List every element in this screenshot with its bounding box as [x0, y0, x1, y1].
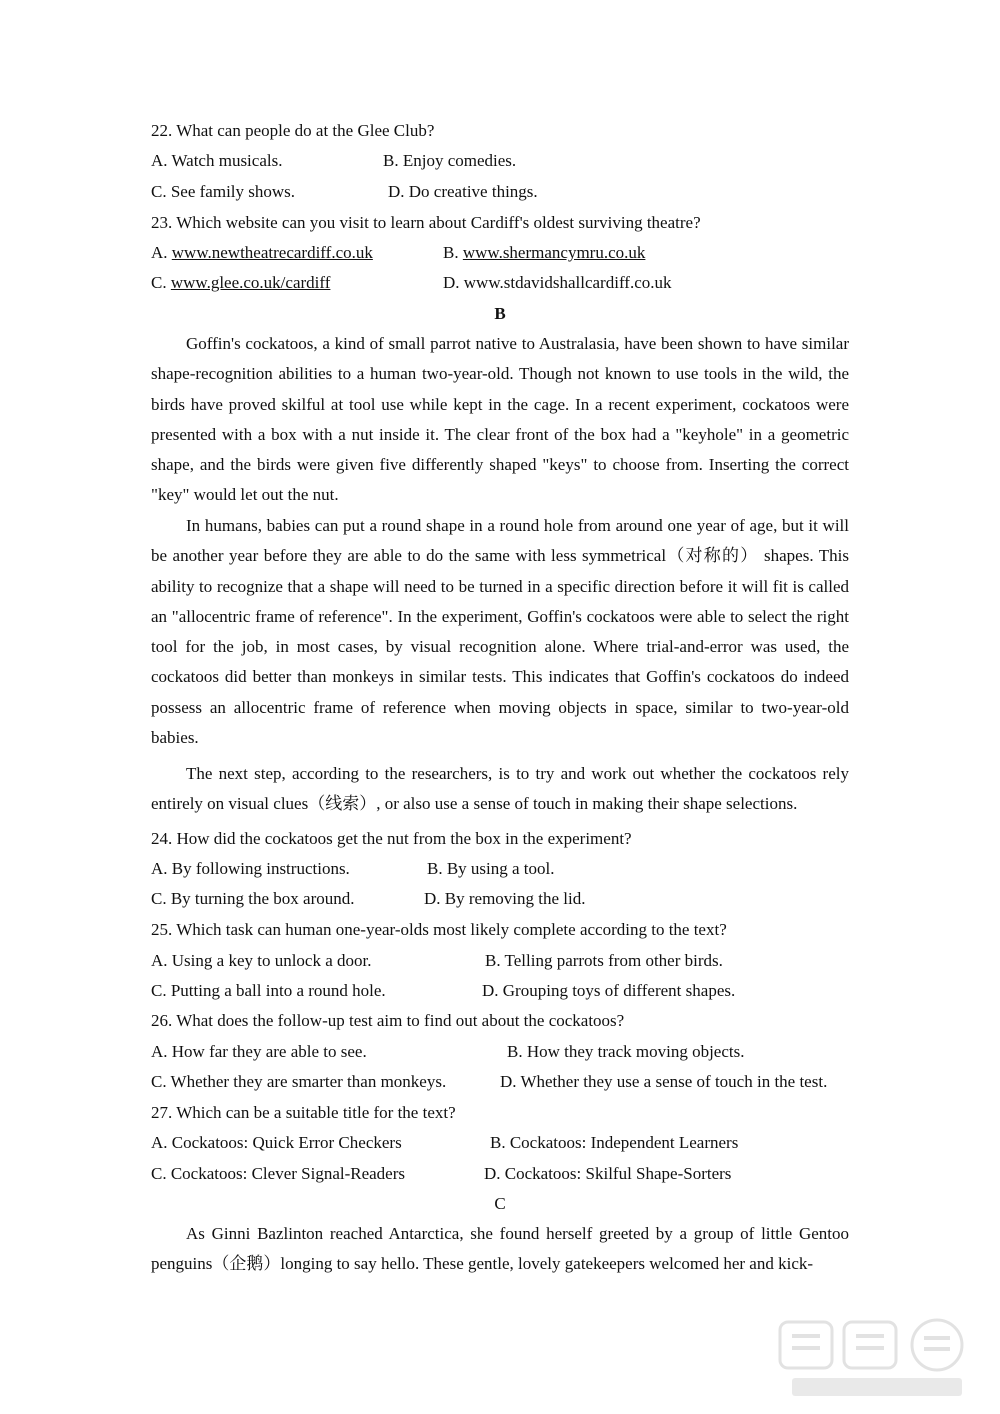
option-24b: B. By using a tool.: [427, 859, 555, 878]
option-27d: D. Cockatoos: Skilful Shape-Sorters: [484, 1164, 732, 1183]
option-25d: D. Grouping toys of different shapes.: [482, 981, 736, 1000]
option-25c: C. Putting a ball into a round hole.: [151, 981, 386, 1000]
option-23b-letter: B.: [443, 243, 463, 262]
option-24a: A. By following instructions.: [151, 859, 350, 878]
option-22c: C. See family shows.: [151, 182, 296, 201]
question-23: 23. Which website can you visit to learn about Cardiff's oldest surviving theatre?: [151, 213, 701, 232]
option-23c: [151, 272, 330, 294]
option-24c: C. By turning the box around.: [151, 889, 355, 908]
option-23a: [151, 242, 373, 264]
option-23a-link[interactable]: www.newtheatrecardiff.co.uk: [171, 243, 373, 262]
option-23d: D. www.stdavidshallcardiff.co.uk: [443, 273, 672, 292]
option-23b-link[interactable]: www.shermancymru.co.uk: [462, 243, 646, 262]
question-25: 25. Which task can human one-year-olds most likely complete according to the text?: [151, 920, 727, 939]
option-26b: B. How they track moving objects.: [507, 1042, 745, 1061]
option-27b: B. Cockatoos: Independent Learners: [490, 1133, 739, 1152]
option-26c: C. Whether they are smarter than monkeys.: [151, 1072, 447, 1091]
section-c-heading: C: [494, 1194, 506, 1213]
option-23c-letter: C.: [151, 273, 171, 292]
section-b-paragraph-1: Goffin's cockatoos, a kind of small parrot native to Australasia, have been shown to have similar shape-recognition abilities to a human two-year-old. Though not known to use tools in the wild, the birds have proved skilful at tool use while kept in the cage. In a recent experiment, cockatoos were presented with a box with a nut inside it. The clear front of the box had a "keyhole" in a geometric shape, and the birds were given five differently shaped "keys" to choose from. Inserting the correct "key" would let out the nut.: [151, 334, 849, 505]
option-25a: A. Using a key to unlock a door.: [151, 951, 372, 970]
section-b-paragraph-2: In humans, babies can put a round shape in a round hole from around one year of age, but it will be another year before they are able to do the same with less symmetrical（对称的） shapes. This ability to recognize that a shape will need to be turned in a specific direction before it will fit is called an "allocentric frame of reference". In the experiment, Goffin's cockatoos were able to select the right tool for the job, in most cases, by visual recognition alone. Where trial-and-error was used, the cockatoos did better than monkeys in similar tests. This indicates that Goffin's cockatoos do indeed possess an allocentric frame of reference when moving objects in space, similar to two-year-old babies.: [151, 516, 849, 748]
section-b-paragraph-3: The next step, according to the researchers, is to try and work out whether the cockatoos rely entirely on visual clues（线索）, or also use a sense of touch in making their shape selections.: [151, 764, 849, 814]
watermark-logo: [772, 1316, 982, 1406]
option-22a: A. Watch musicals.: [151, 151, 283, 170]
option-22b: B. Enjoy comedies.: [383, 151, 517, 170]
option-26d: D. Whether they use a sense of touch in the test.: [500, 1072, 828, 1091]
option-24d: D. By removing the lid.: [424, 889, 586, 908]
option-23c-link[interactable]: www.glee.co.uk/cardiff: [170, 273, 331, 292]
section-b-heading: B: [494, 304, 506, 323]
question-22: 22. What can people do at the Glee Club?: [151, 121, 435, 140]
option-23a-letter: A.: [151, 243, 172, 262]
option-27a: A. Cockatoos: Quick Error Checkers: [151, 1133, 402, 1152]
option-26a: A. How far they are able to see.: [151, 1042, 367, 1061]
question-24: 24. How did the cockatoos get the nut from the box in the experiment?: [151, 829, 632, 848]
section-c-paragraph-1: As Ginni Bazlinton reached Antarctica, she found herself greeted by a group of little Gentoo penguins（企鹅）longing to say hello. These gentle, lovely gatekeepers welcomed her and kick-: [151, 1224, 849, 1274]
option-23b: [443, 242, 645, 264]
option-25b: B. Telling parrots from other birds.: [485, 951, 723, 970]
option-27c: C. Cockatoos: Clever Signal-Readers: [151, 1164, 406, 1183]
option-22d: D. Do creative things.: [388, 182, 538, 201]
question-27: 27. Which can be a suitable title for the text?: [151, 1103, 456, 1122]
question-26: 26. What does the follow-up test aim to find out about the cockatoos?: [151, 1011, 625, 1030]
